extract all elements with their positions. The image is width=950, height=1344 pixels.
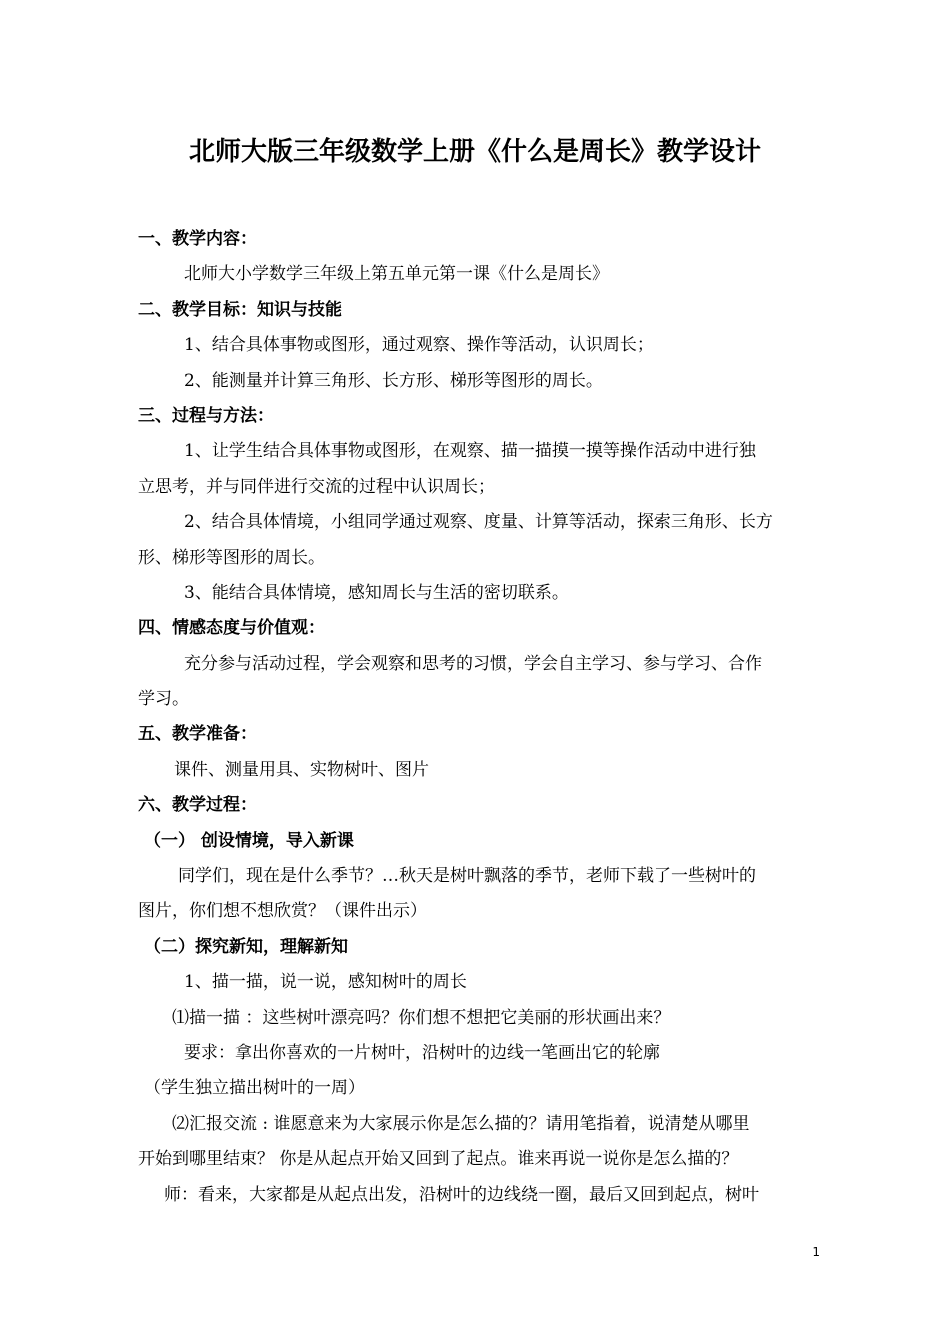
paragraph: 北师大小学数学三年级上第五单元第一课《什么是周长》 (184, 264, 609, 285)
list-item-continuation: 立思考，并与同伴进行交流的过程中认识周长； (138, 476, 495, 497)
list-item: 1、结合具体事物或图形，通过观察、操作等活动，认识周长； (184, 335, 654, 356)
section-heading-procedure: 六、教学过程： (138, 795, 257, 816)
subsection-heading-part1: （一） 创设情境，导入新课 (144, 830, 354, 851)
document-body (138, 222, 818, 1213)
section-heading-attitude: 四、情感态度与价值观： (138, 618, 325, 639)
paragraph: （学生独立描出树叶的一周） (144, 1078, 365, 1099)
list-item: 2、结合具体情境，小组同学通过观察、度量、计算等活动，探索三角形、长方 (184, 512, 773, 533)
paragraph: 课件、测量用具、实物树叶、图片 (174, 759, 429, 780)
list-item-continuation: 开始到哪里结束？ 你是从起点开始又回到了起点。谁来再说一说你是怎么描的？ (138, 1149, 739, 1170)
document-title: 北师大版三年级数学上册《什么是周长》教学设计 (188, 137, 761, 167)
list-item: 2、能测量并计算三角形、长方形、梯形等图形的周长。 (184, 370, 603, 391)
subsection-heading-part2: （二）探究新知，理解新知 (144, 936, 348, 957)
section-heading-content: 一、教学内容： (138, 229, 257, 249)
list-item: 3、能结合具体情境，感知周长与生活的密切联系。 (184, 582, 569, 603)
paragraph-continuation: 图片，你们想不想欣赏？（课件出示） (138, 901, 427, 922)
list-item: 1、让学生结合具体事物或图形，在观察、描一描摸一摸等操作活动中进行独 (184, 441, 756, 462)
paragraph: 要求：拿出你喜欢的一片树叶，沿树叶的边线一笔画出它的轮廓 (184, 1042, 660, 1063)
list-item-continuation: 形、梯形等图形的周长。 (138, 547, 325, 568)
page-number: 1 (812, 1245, 820, 1259)
paragraph-continuation: 学习。 (138, 689, 189, 710)
paragraph: 师：看来，大家都是从起点出发，沿树叶的边线绕一圈，最后又回到起点，树叶 (164, 1184, 759, 1205)
list-item: ⑵汇报交流 : 谁愿意来为大家展示你是怎么描的？请用笔指着，说清楚从哪里 (172, 1113, 750, 1134)
list-item: 1、描一描，说一说，感知树叶的周长 (184, 972, 467, 993)
list-item: ⑴描一描 ：这些树叶漂亮吗？你们想不想把它美丽的形状画出来？ (172, 1007, 671, 1028)
section-heading-preparation: 五、教学准备： (138, 724, 257, 745)
section-heading-goals: 二、教学目标：知识与技能 (138, 299, 342, 320)
paragraph: 充分参与活动过程，学会观察和思考的习惯，学会自主学习、参与学习、合作 (184, 653, 762, 674)
paragraph: 同学们，现在是什么季节？…秋天是树叶飘落的季节，老师下载了一些树叶的 (178, 866, 756, 887)
section-heading-process-method: 三、过程与方法： (138, 405, 274, 426)
